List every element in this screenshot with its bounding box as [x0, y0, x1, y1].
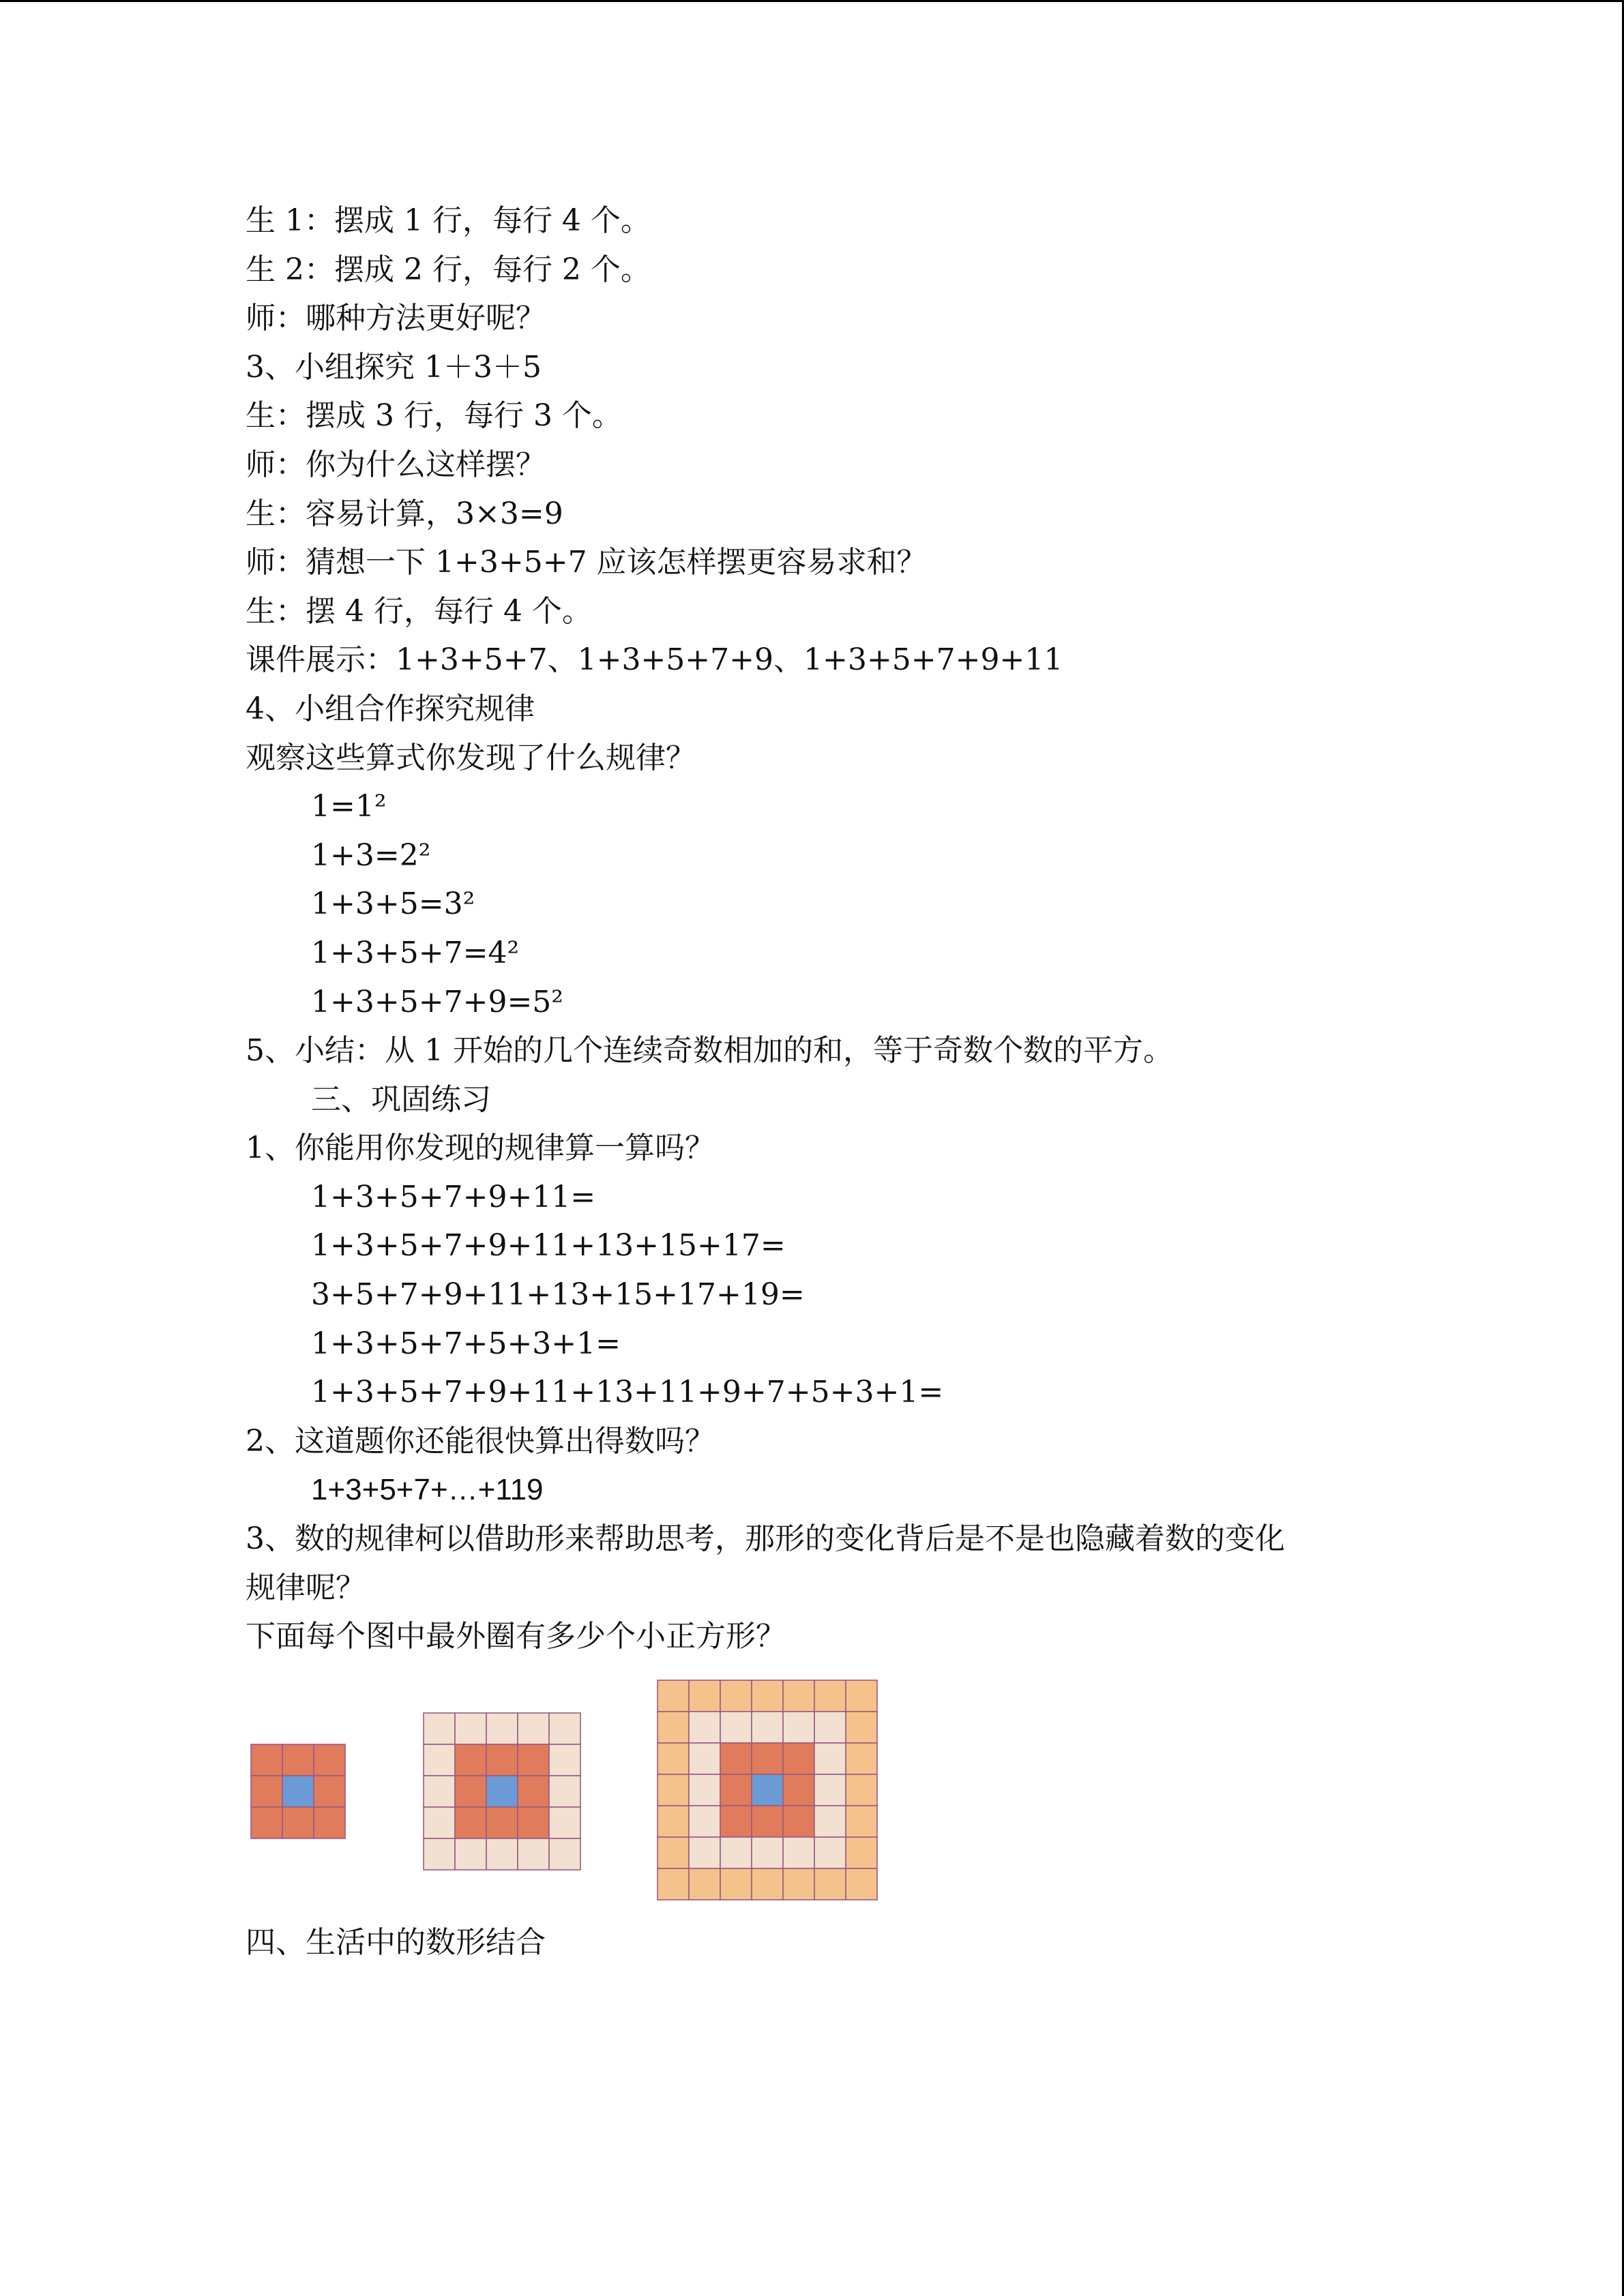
text-line: 3+5+7+9+11+13+15+17+19=	[311, 1277, 805, 1313]
ring-3-square	[783, 1868, 814, 1900]
ring-2-square	[549, 1776, 580, 1807]
ring-1-square	[251, 1807, 282, 1838]
text-line: 1+3+5+7+…+119	[311, 1473, 544, 1507]
ring-1-square	[455, 1744, 486, 1776]
ring-2-square	[689, 1837, 720, 1868]
ring-2-square	[783, 1837, 814, 1868]
text-line: 生 1：摆成 1 行，每行 4 个。	[246, 203, 651, 238]
text-line: 1+3+5+7+9+11+13+15+17=	[311, 1228, 786, 1264]
ring-1-square	[282, 1807, 314, 1838]
ring-2-square	[518, 1713, 549, 1744]
ring-2-square	[689, 1743, 720, 1774]
ring-2-square	[814, 1743, 846, 1774]
text-line: 下面每个图中最外圈有多少个小正方形？	[246, 1619, 786, 1654]
ring-2-square	[424, 1776, 455, 1807]
square-pattern-1	[250, 1744, 346, 1839]
ring-2-square	[549, 1713, 580, 1744]
ring-1-square	[783, 1774, 814, 1806]
text-line: 师：猜想一下 1+3+5+7 应该怎样摆更容易求和？	[246, 545, 927, 580]
ring-1-square	[720, 1806, 752, 1837]
ring-3-square	[814, 1868, 846, 1900]
ring-2-square	[720, 1712, 752, 1743]
ring-2-square	[424, 1838, 455, 1870]
ring-3-square	[658, 1774, 689, 1806]
ring-1-square	[518, 1744, 549, 1776]
text-line: 三、巩固练习	[311, 1082, 491, 1117]
ring-1-square	[455, 1776, 486, 1807]
text-line: 3、小组探究 1＋3＋5	[246, 349, 542, 385]
ring-2-square	[689, 1774, 720, 1806]
ring-2-square	[549, 1807, 580, 1838]
text-line: 3、数的规律柯以借助形来帮助思考，那形的变化背后是不是也隐藏着数的变化	[246, 1521, 1285, 1557]
text-line: 2、这道题你还能很快算出得数吗？	[246, 1423, 715, 1459]
ring-1-square	[486, 1744, 518, 1776]
ring-1-square	[251, 1744, 282, 1776]
ring-2-square	[752, 1712, 783, 1743]
ring-2-square	[549, 1744, 580, 1776]
ring-2-square	[814, 1806, 846, 1837]
text-line: 1+3+5+7+9=5²	[311, 984, 563, 1019]
ring-2-square	[689, 1806, 720, 1837]
ring-3-square	[846, 1712, 877, 1743]
text-line: 1+3=2²	[311, 837, 431, 873]
ring-3-square	[752, 1868, 783, 1900]
ring-1-square	[518, 1776, 549, 1807]
document-body	[246, 196, 1405, 1661]
ring-2-square	[486, 1713, 518, 1744]
ring-1-square	[783, 1743, 814, 1774]
ring-3-square	[752, 1680, 783, 1712]
ring-1-square	[720, 1774, 752, 1806]
ring-3-square	[720, 1680, 752, 1712]
ring-3-square	[846, 1868, 877, 1900]
square-pattern-3	[657, 1680, 878, 1900]
ring-3-square	[658, 1680, 689, 1712]
text-line: 师：哪种方法更好呢？	[246, 301, 546, 336]
ring-1-square	[314, 1744, 345, 1776]
ring-1-square	[783, 1806, 814, 1837]
text-line: 生 2：摆成 2 行，每行 2 个。	[246, 252, 651, 287]
ring-3-square	[846, 1680, 877, 1712]
ring-3-square	[689, 1868, 720, 1900]
text-line: 1+3+5+7=4²	[311, 935, 520, 970]
text-line: 5、小结：从 1 开始的几个连续奇数相加的和，等于奇数个数的平方。	[246, 1033, 1173, 1069]
ring-2-square	[814, 1774, 846, 1806]
ring-1-square	[314, 1807, 345, 1838]
text-line: 1=1²	[311, 789, 387, 824]
ring-2-square	[518, 1838, 549, 1870]
ring-2-square	[455, 1838, 486, 1870]
ring-2-square	[783, 1712, 814, 1743]
text-line: 4、小组合作探究规律	[246, 691, 535, 726]
ring-1-square	[752, 1743, 783, 1774]
center-square	[486, 1776, 518, 1807]
ring-3-square	[846, 1837, 877, 1868]
text-line: 观察这些算式你发现了什么规律？	[246, 740, 696, 775]
ring-2-square	[689, 1712, 720, 1743]
ring-3-square	[846, 1806, 877, 1837]
ring-2-square	[720, 1837, 752, 1868]
ring-1-square	[486, 1807, 518, 1838]
text-line: 1、你能用你发现的规律算一算吗？	[246, 1131, 715, 1166]
ring-3-square	[658, 1806, 689, 1837]
text-line: 1+3+5+7+9+11+13+11+9+7+5+3+1=	[311, 1375, 944, 1410]
ring-1-square	[518, 1807, 549, 1838]
text-line: 生：容易计算，3×3=9	[246, 496, 563, 531]
ring-2-square	[752, 1837, 783, 1868]
ring-3-square	[658, 1837, 689, 1868]
text-line: 生：摆成 3 行，每行 3 个。	[246, 398, 622, 434]
ring-2-square	[424, 1744, 455, 1776]
text-line: 1+3+5=3²	[311, 886, 475, 922]
center-square	[282, 1776, 314, 1807]
ring-3-square	[720, 1868, 752, 1900]
ring-1-square	[752, 1806, 783, 1837]
ring-3-square	[846, 1774, 877, 1806]
ring-2-square	[424, 1713, 455, 1744]
ring-3-square	[658, 1743, 689, 1774]
ring-2-square	[814, 1837, 846, 1868]
ring-3-square	[846, 1743, 877, 1774]
text-line: 课件展示：1+3+5+7、1+3+5+7+9、1+3+5+7+9+11	[246, 642, 1063, 678]
square-pattern-2	[423, 1712, 581, 1870]
ring-2-square	[455, 1713, 486, 1744]
ring-3-square	[658, 1712, 689, 1743]
center-square	[752, 1774, 783, 1806]
ring-1-square	[251, 1776, 282, 1807]
ring-3-square	[783, 1680, 814, 1712]
text-line: 1+3+5+7+5+3+1=	[311, 1326, 621, 1361]
ring-1-square	[282, 1744, 314, 1776]
ring-2-square	[486, 1838, 518, 1870]
ring-1-square	[455, 1807, 486, 1838]
section-heading-life: 四、生活中的数形结合	[246, 1925, 546, 1960]
text-line: 师：你为什么这样摆？	[246, 447, 546, 482]
ring-3-square	[689, 1680, 720, 1712]
ring-2-square	[424, 1807, 455, 1838]
ring-2-square	[549, 1838, 580, 1870]
text-line: 1+3+5+7+9+11=	[311, 1179, 596, 1214]
ring-3-square	[658, 1868, 689, 1900]
ring-1-square	[720, 1743, 752, 1774]
text-line: 规律呢？	[246, 1570, 366, 1605]
ring-1-square	[314, 1776, 345, 1807]
ring-2-square	[814, 1712, 846, 1743]
text-line: 生：摆 4 行，每行 4 个。	[246, 593, 592, 629]
ring-3-square	[814, 1680, 846, 1712]
